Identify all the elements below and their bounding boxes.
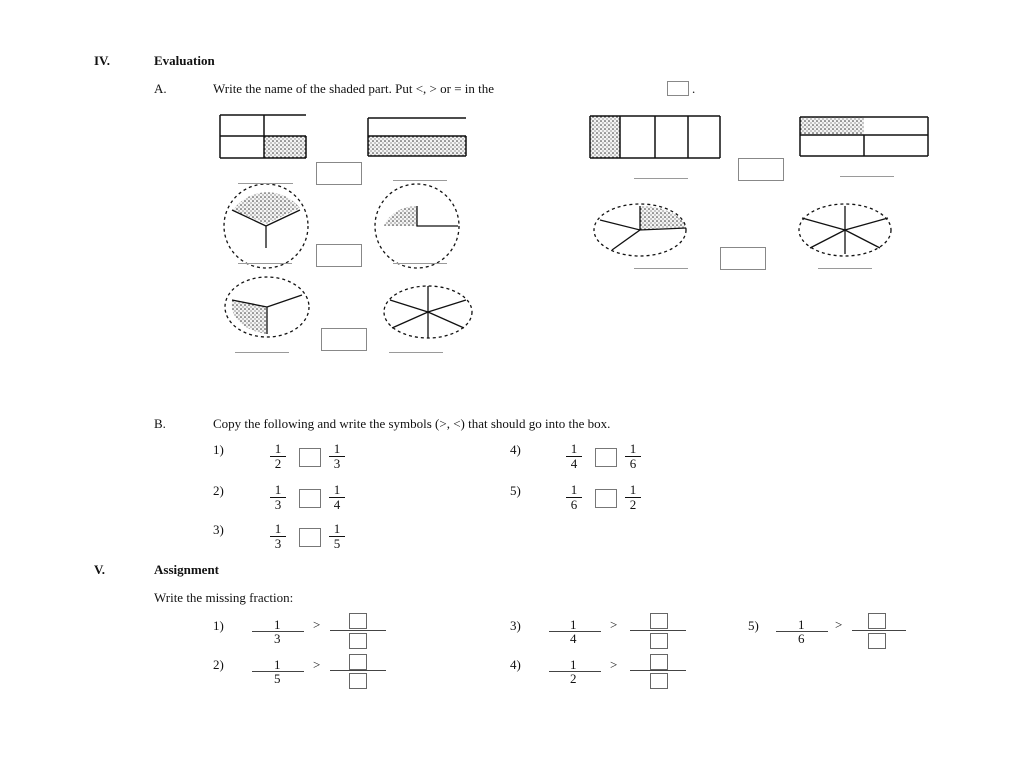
comparison-box[interactable]	[738, 158, 784, 181]
given-denominator: 4	[570, 631, 577, 646]
comparison-symbol: >	[610, 617, 618, 632]
missing-numerator-box[interactable]	[349, 654, 367, 670]
assignment-item-label: 1)	[213, 618, 224, 633]
fraction-left: $\frac{1}{4}$	[566, 442, 582, 471]
part-b-letter: B.	[154, 416, 166, 431]
circle-figure-thirds	[224, 184, 308, 268]
rect-figure-third	[800, 117, 928, 156]
answer-line[interactable]	[235, 352, 289, 353]
answer-line[interactable]	[818, 268, 872, 269]
missing-numerator-box[interactable]	[650, 613, 668, 629]
assignment-item-label: 4)	[510, 657, 521, 672]
fraction-left: $\frac{1}{6}$	[566, 483, 582, 512]
fraction-right: $\frac{1}{2}$	[625, 483, 641, 512]
missing-numerator-box[interactable]	[650, 654, 668, 670]
given-numerator: 1	[274, 657, 281, 672]
circle-figure-quarters	[375, 184, 459, 268]
rect-figure-quarter	[220, 115, 306, 158]
assignment-item-label: 3)	[510, 618, 521, 633]
fraction-left: $\frac{1}{2}$	[270, 442, 286, 471]
answer-line[interactable]	[840, 176, 894, 177]
given-denominator: 3	[274, 631, 281, 646]
assignment-item-label: 5)	[748, 618, 759, 633]
given-denominator: 2	[570, 671, 577, 686]
part-b-item-label: 3)	[213, 522, 224, 537]
part-a-letter: A.	[154, 81, 167, 96]
comparison-symbol: >	[835, 617, 843, 632]
missing-numerator-box[interactable]	[868, 613, 886, 629]
part-a-instruction-end: .	[692, 81, 696, 96]
comparison-symbol: >	[610, 657, 618, 672]
section-v-title: Assignment	[154, 562, 220, 577]
fraction-right: $\frac{1}{5}$	[329, 522, 345, 551]
missing-denominator-box[interactable]	[650, 633, 668, 649]
part-b-item-label: 2)	[213, 483, 224, 498]
part-b-item-label: 4)	[510, 442, 521, 457]
comparison-box[interactable]	[316, 244, 362, 267]
circle-figure-thirds-2	[225, 277, 309, 337]
comparison-box[interactable]	[321, 328, 367, 351]
part-b-item-label: 5)	[510, 483, 521, 498]
given-numerator: 1	[570, 657, 577, 672]
symbol-box[interactable]	[299, 448, 321, 467]
fraction-bar	[630, 630, 686, 631]
comparison-symbol: >	[313, 617, 321, 632]
section-v-number: V.	[94, 562, 105, 577]
fraction-bar	[330, 670, 386, 671]
assignment-item-label: 2)	[213, 657, 224, 672]
section-iv-title: Evaluation	[154, 53, 215, 68]
part-b-instruction: Copy the following and write the symbols (>, <) that should go into the box.	[213, 416, 611, 431]
answer-line[interactable]	[238, 183, 293, 184]
fraction-right: $\frac{1}{4}$	[329, 483, 345, 512]
missing-denominator-box[interactable]	[349, 633, 367, 649]
comparison-box[interactable]	[316, 162, 362, 185]
answer-line[interactable]	[634, 268, 688, 269]
comparison-box[interactable]	[720, 247, 766, 270]
answer-line[interactable]	[238, 263, 292, 264]
given-numerator: 1	[570, 617, 577, 632]
fraction-bar	[852, 630, 906, 631]
fraction-bar	[330, 630, 386, 631]
missing-denominator-box[interactable]	[650, 673, 668, 689]
fraction-bar	[630, 670, 686, 671]
part-b-item-label: 1)	[213, 442, 224, 457]
given-denominator: 5	[274, 671, 281, 686]
symbol-box[interactable]	[595, 489, 617, 508]
comparison-symbol: >	[313, 657, 321, 672]
fraction-right: $\frac{1}{6}$	[625, 442, 641, 471]
missing-denominator-box[interactable]	[349, 673, 367, 689]
answer-line[interactable]	[634, 178, 688, 179]
symbol-box[interactable]	[595, 448, 617, 467]
missing-numerator-box[interactable]	[349, 613, 367, 629]
given-numerator: 1	[798, 617, 805, 632]
answer-line[interactable]	[389, 352, 443, 353]
fraction-left: $\frac{1}{3}$	[270, 522, 286, 551]
missing-denominator-box[interactable]	[868, 633, 886, 649]
symbol-box[interactable]	[299, 528, 321, 547]
given-numerator: 1	[274, 617, 281, 632]
answer-line[interactable]	[393, 263, 447, 264]
assignment-instruction: Write the missing fraction:	[154, 590, 294, 605]
circle-figure-fifths	[594, 204, 686, 256]
fraction-right: $\frac{1}{3}$	[329, 442, 345, 471]
answer-line[interactable]	[393, 180, 447, 181]
part-a-instruction: Write the name of the shaded part. Put <, > or = in the	[213, 81, 495, 96]
rect-figure-fourth	[590, 116, 720, 158]
rect-figure-half	[368, 118, 466, 156]
section-iv-number: IV.	[94, 53, 111, 68]
circle-figure-sixths	[799, 204, 891, 256]
given-denominator: 6	[798, 631, 805, 646]
fraction-left: $\frac{1}{3}$	[270, 483, 286, 512]
circle-figure-sixths-2	[384, 286, 472, 338]
symbol-box[interactable]	[299, 489, 321, 508]
